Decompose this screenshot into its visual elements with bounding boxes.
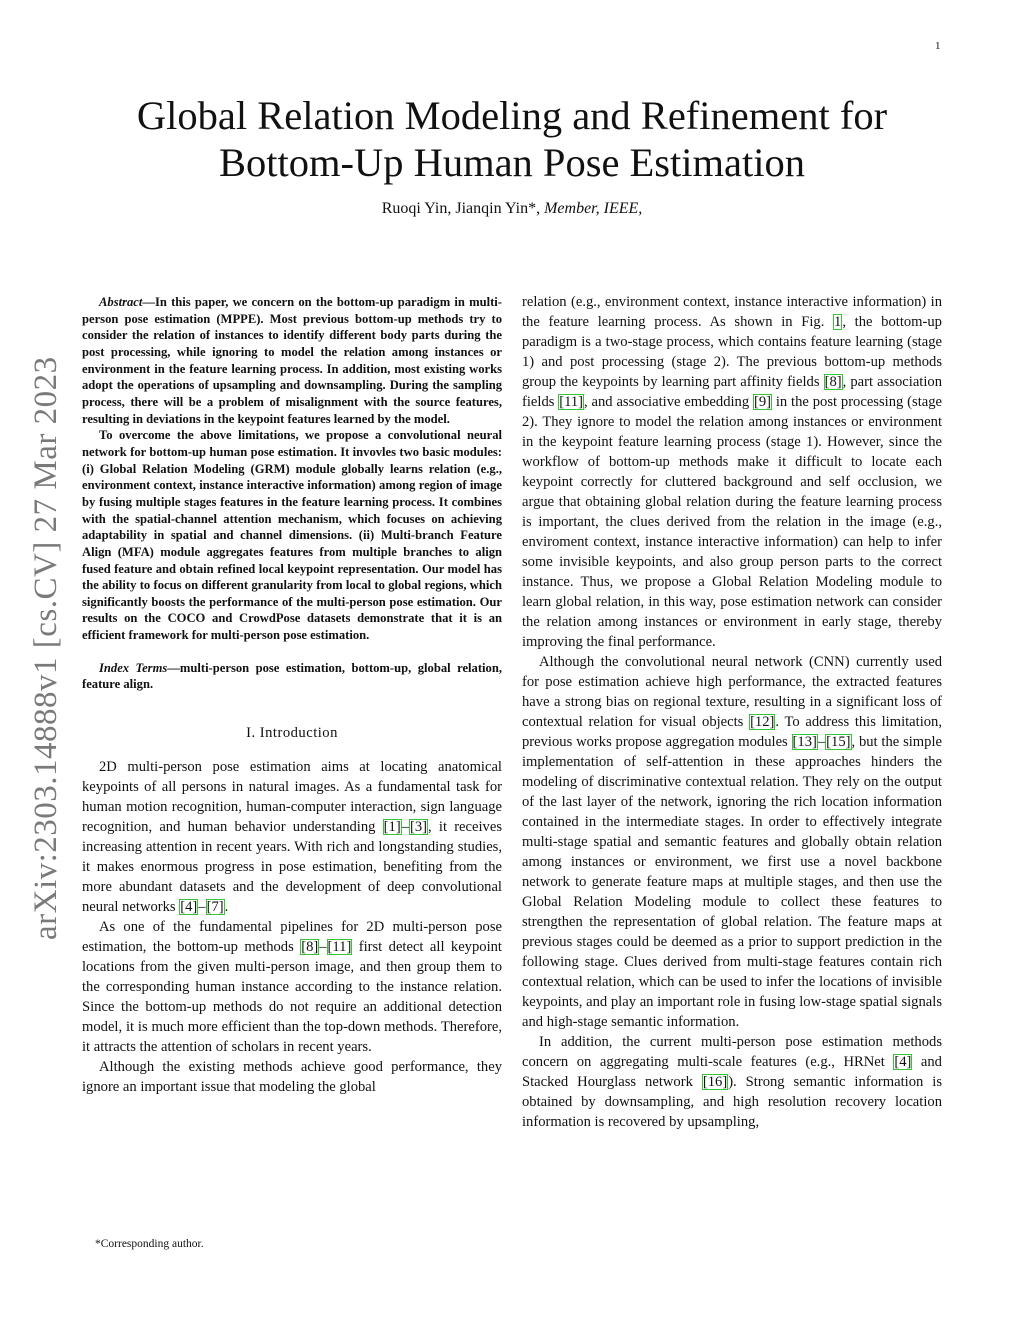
citation-link[interactable]: [4]: [180, 899, 198, 916]
figure-link[interactable]: 1: [834, 314, 842, 330]
title-line-1: Global Relation Modeling and Refinement for: [136, 93, 888, 138]
index-terms-label: Index Terms: [99, 660, 168, 675]
text-run: –: [319, 939, 327, 956]
text-run: , the bottom-up paradigm is a two-stage process, which contains feature learning (stage 1) and post processing (stage 2). The previous bottom-up methods group the keypoints by learning part affinity fields: [522, 314, 942, 390]
right-column: [522, 292, 942, 1132]
text-run: , but the simple implementation of self-attention in these approaches hinders the modeling of discriminative contextual relation. They rely on the output of the last layer of the network, ignoring the rich location information contained in the intermediate stages. In order to effectively integrate multi-stage spatial and semantic features and globally obtain relation among instances or environment, we first use a novel backbone network to generate feature maps at multiple stages, and then use the Global Relation Modeling module to collect these features to strengthen the representation of global relation. The feature maps at previous stages could be deemed as a prior to support prediction in the following stage. Clues derived from multi-stage features contain rich contextual relation, which can be used to infer the locations of invisible keypoints, and play an important role in fusing low-stage spatial signals and high-stage semantic information.: [522, 734, 942, 1030]
text-run: –: [401, 819, 409, 836]
left-column: [82, 294, 502, 1097]
footnote-corresponding-author: *Corresponding author.: [95, 1238, 204, 1250]
text-run: . To address this limitation, previous works propose aggregation modules: [522, 714, 943, 750]
author-names: Ruoqi Yin, Jianqin Yin*,: [381, 200, 541, 217]
text-run: In addition, the current multi-person pose estimation methods concern on aggregating multi-scale features (e.g., HRNet: [522, 1034, 942, 1070]
title-line-2: Bottom-Up Human Pose Estimation: [218, 140, 806, 185]
index-terms-text: —multi-person pose estimation, bottom-up, global relation, feature align.: [82, 660, 502, 692]
citation-link[interactable]: [13]: [792, 734, 817, 750]
abstract-label: Abstract: [99, 295, 143, 309]
text-run: Although the convolutional neural network (CNN) currently used for pose estimation achieve high performance, the extracted features have a strong bias on regional texture, resulting in a significant loss of contextual relation for visual objects: [522, 654, 942, 730]
text-run: and Stacked Hourglass network: [522, 1054, 942, 1090]
abstract-paragraph-1: [82, 294, 502, 427]
citation-link[interactable]: [8]: [301, 939, 319, 956]
citation-link[interactable]: [16]: [702, 1074, 728, 1090]
citation-link[interactable]: [1]: [383, 819, 401, 836]
index-terms: [82, 660, 502, 693]
abstract-text-1: —In this paper, we concern on the bottom-up paradigm in multi-person pose estimation (MPPE). Most previous bottom-up methods try to consider the relation of instances to identify different body parts during the post processing, while ignoring to model the relation among instances or environment in the feature learning process. In addition, most existing works adopt the operations of upsampling and downsampling. During the sampling process, there will be a problem of misalignment with the source features, resulting in deviations in the keypoint features learned by the model.: [82, 295, 502, 426]
text-run: ). Strong semantic information is obtained by downsampling, and high resolution recovery location information is recovered by upsampling,: [522, 1074, 942, 1130]
text-run: –: [198, 899, 206, 916]
citation-link[interactable]: [15]: [826, 734, 851, 750]
text-run: , part association fields: [522, 374, 942, 410]
text-run: As one of the fundamental pipelines for 2D multi-person pose estimation, the bottom-up methods: [82, 919, 502, 956]
paper-title: [80, 92, 944, 186]
section-heading-introduction: I. Introduction: [246, 725, 338, 742]
citation-link[interactable]: [11]: [559, 394, 584, 410]
text-run: , and associative embedding: [584, 394, 753, 410]
text-run: in the post processing (stage 2). They ignore to model the relation among instances or environment in the keypoint feature learning process (stage 1). However, since the workflow of bottom-up methods make it difficult to locate each keypoint correctly for cluttered background and self occlusion, we argue that obtaining global relation during the feature learning process is important, the clues derived from the relation in the image (e.g., enviroment context, instance interactive information) can help to infer some invisible keypoints, and also group person parts to the correct instance. Thus, we propose a Global Relation Modeling module to learn global relation, in this way, pose estimation network can consider the relation among instances or environment in early stage, thereby improving the final performance.: [522, 394, 942, 650]
right-paragraph-1: [522, 292, 942, 652]
text-run: .: [224, 899, 229, 916]
citation-link[interactable]: [11]: [327, 939, 352, 956]
text-run: first detect all keypoint locations from the given multi-person image, and then group them to the corresponding human instance according to the instance relation. Since the bottom-up methods do not require an additional detection model, it is much more efficient than the top-down methods. Therefore, it attracts the attention of scholars in recent years.: [82, 939, 502, 1056]
citation-link[interactable]: [7]: [206, 899, 224, 916]
citation-link[interactable]: [9]: [754, 394, 772, 410]
author-affiliation: Member, IEEE,: [544, 200, 643, 217]
intro-paragraph-2: [82, 917, 502, 1057]
abstract-paragraph-2: To overcome the above limitations, we propose a convolutional neural network for bottom-up human pose estimation. It invovles two basic modules: (i) Global Relation Modeling (GRM) module globally learns relation (e.g., environment context, instance interactive information) among region of image by fusing multiple stages features in the feature learning process. It combines with the spatial-channel attention mechanism, which focuses on achieving adaptability in spatial and channel dimensions. (ii) Multi-branch Feature Align (MFA) module aggregates features from multiple branches to align fused feature and obtain refined local keypoint representation. Our model has the ability to focus on different granularity from local to global regions, which significantly boosts the performance of the multi-person pose estimation. Our results on the COCO and CrowdPose datasets demonstrate that it is an efficient framework for multi-person pose estimation.: [82, 428, 502, 643]
citation-link[interactable]: [4]: [894, 1054, 912, 1070]
right-paragraph-2: [522, 652, 942, 1032]
intro-paragraph-1: [82, 757, 502, 917]
text-run: 2D multi-person pose estimation aims at locating anatomical keypoints of all persons in natural images. As a fundamental task for human motion recognition, human-computer interaction, sign language recognition, and human behavior understanding: [82, 759, 502, 836]
right-paragraph-3: [522, 1032, 942, 1132]
text-run: –: [817, 734, 826, 750]
intro-paragraph-3: Although the existing methods achieve good performance, they ignore an important issue that modeling the global: [82, 1059, 502, 1096]
citation-link[interactable]: [12]: [750, 714, 775, 730]
page-number: 1: [935, 40, 941, 52]
citation-link[interactable]: [8]: [824, 374, 842, 390]
citation-link[interactable]: [3]: [410, 819, 428, 836]
text-run: , it receives increasing attention in recent years. With rich and longstanding studies, it makes enormous progress in pose estimation, benefiting from the more abundant datasets and the development of deep convolutional neural networks: [82, 819, 502, 916]
author-line: [80, 199, 944, 219]
arxiv-identifier-stamp: arXiv:2303.14888v1 [cs.CV] 27 Mar 2023: [28, 356, 64, 940]
text-run: relation (e.g., environment context, instance interactive information) in the feature learning process. As shown in Fig.: [522, 294, 942, 330]
